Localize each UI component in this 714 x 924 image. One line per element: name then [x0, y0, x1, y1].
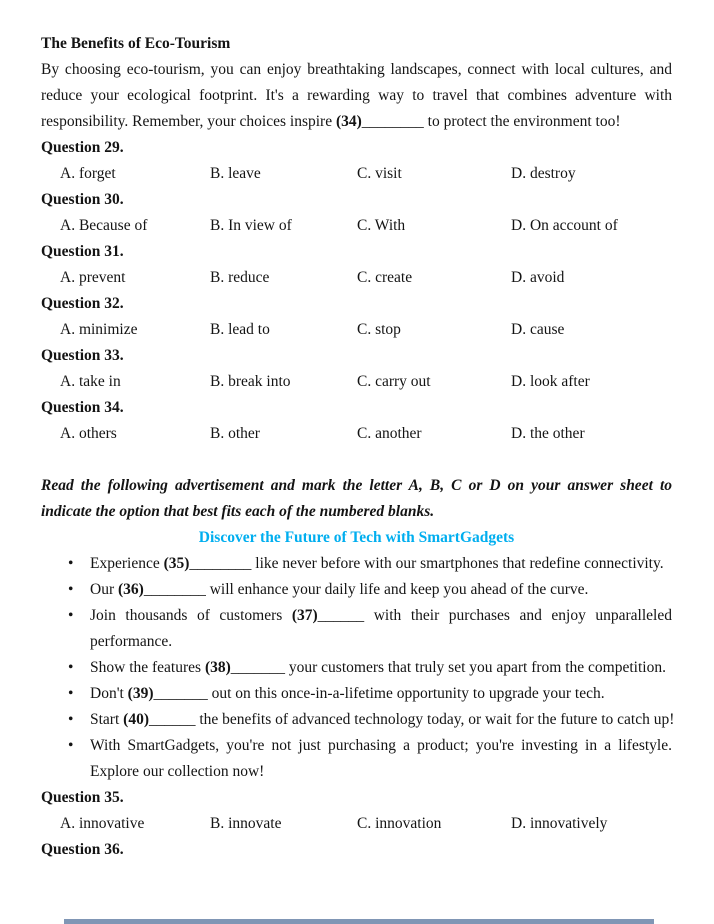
options-row-32 [41, 317, 672, 343]
bullet-text [90, 655, 672, 681]
bullet-text [90, 681, 672, 707]
option-c: C. create [357, 269, 413, 286]
passage-text-pre: By choosing eco-tourism, you can enjoy breathtaking landscapes, connect with local cultures, and reduce your ecological footprint. It's a rewarding way to travel that combines adventure with responsibility. Remember, your choices inspire [41, 61, 672, 130]
question-heading-29: Question 29. [41, 139, 124, 156]
bullet-text [90, 707, 674, 733]
bullet-text-post: ______ with their purchases and enjoy unparalleled performance. [90, 607, 672, 650]
bullet-text-post: ________ will enhance your daily life and keep you ahead of the curve. [143, 581, 589, 598]
option-a: A. Because of [60, 217, 148, 234]
option-c: C. visit [357, 165, 402, 182]
bullet-icon: • [68, 711, 74, 728]
option-b: B. innovate [210, 815, 282, 832]
blank-38-label: (38) [204, 659, 231, 676]
options-row-29 [41, 161, 672, 187]
options-row-33 [41, 369, 672, 395]
ad-bullet-38 [41, 655, 672, 681]
option-d: D. avoid [511, 269, 565, 286]
question-heading-34: Question 34. [41, 399, 124, 416]
options-row-35 [41, 811, 672, 837]
question-heading-30: Question 30. [41, 191, 124, 208]
blank-line [41, 447, 672, 473]
option-c: C. stop [357, 321, 401, 338]
option-a: A. prevent [60, 269, 126, 286]
options-row-34 [41, 421, 672, 447]
section-instruction: Read the following advertisement and mark the letter A, B, C or D on your answer sheet to indicate the option that best fits each of the numbered blanks. [41, 477, 672, 520]
option-d: D. the other [511, 425, 585, 442]
bullet-text-post: _______ your customers that truly set you apart from the competition. [230, 659, 666, 676]
passage-paragraph [41, 57, 672, 135]
bullet-icon: • [68, 555, 74, 572]
option-b: B. In view of [210, 217, 292, 234]
bullet-icon: • [68, 607, 74, 624]
ad-bullet-39 [41, 681, 672, 707]
blank-39-label: (39) [127, 685, 154, 702]
blank-40-label: (40) [123, 711, 149, 728]
option-b: B. leave [210, 165, 261, 182]
blank-35-label: (35) [163, 555, 190, 572]
ad-bullet-closing [41, 733, 672, 785]
option-c: C. innovation [357, 815, 442, 832]
option-c: C. With [357, 217, 406, 234]
ad-bullet-40 [41, 707, 675, 733]
bullet-text-post: ______ the benefits of advanced technology today, or wait for the future to catch up! [148, 711, 675, 728]
bullet-text [90, 733, 672, 785]
ad-bullet-37 [41, 603, 672, 655]
ad-bullet-36 [41, 577, 672, 603]
bullet-text-pre: Experience [90, 555, 164, 572]
option-c: C. another [357, 425, 422, 442]
option-a: A. others [60, 425, 117, 442]
bullet-text-post: _______ out on this once-in-a-lifetime opportunity to upgrade your tech. [153, 685, 605, 702]
bullet-icon: • [68, 737, 74, 754]
options-row-30 [41, 213, 672, 239]
bullet-text-pre: Our [90, 581, 118, 598]
option-d: D. destroy [511, 165, 576, 182]
bullet-text [90, 577, 672, 603]
bullet-text-post: ________ like never before with our smartphones that redefine connectivity. [189, 555, 664, 572]
passage-text-post: ________ to protect the environment too! [361, 113, 621, 130]
ad-heading: Discover the Future of Tech with SmartGadgets [198, 529, 515, 546]
bullet-icon: • [68, 659, 74, 676]
option-b: B. break into [210, 373, 291, 390]
blank-37-label: (37) [291, 607, 318, 624]
bullet-text [90, 603, 672, 655]
bullet-text [90, 551, 672, 577]
question-heading-31: Question 31. [41, 243, 124, 260]
question-heading-33: Question 33. [41, 347, 124, 364]
bullet-text-pre: Join thousands of customers [90, 607, 292, 624]
blank-34-label: (34) [335, 113, 362, 130]
option-d: D. cause [511, 321, 565, 338]
blank-36-label: (36) [117, 581, 144, 598]
question-heading-32: Question 32. [41, 295, 124, 312]
option-b: B. other [210, 425, 260, 442]
bullet-text-pre: With SmartGadgets, you're not just purchasing a product; you're investing in a lifestyle. Explore our collection now! [90, 737, 672, 780]
option-a: A. minimize [60, 321, 138, 338]
option-a: A. forget [60, 165, 116, 182]
bullet-icon: • [68, 685, 74, 702]
option-b: B. lead to [210, 321, 270, 338]
passage-title: The Benefits of Eco-Tourism [41, 35, 231, 52]
option-d: D. look after [511, 373, 590, 390]
question-heading-35: Question 35. [41, 789, 124, 806]
bullet-text-pre: Show the features [90, 659, 205, 676]
next-page-edge [64, 919, 654, 924]
option-a: A. innovative [60, 815, 145, 832]
option-a: A. take in [60, 373, 121, 390]
options-row-31 [41, 265, 672, 291]
bullet-icon: • [68, 581, 74, 598]
ad-bullet-35 [41, 551, 672, 577]
option-d: D. On account of [511, 217, 618, 234]
bullet-text-pre: Start [90, 711, 124, 728]
option-d: D. innovatively [511, 815, 608, 832]
question-heading-36: Question 36. [41, 841, 124, 858]
option-c: C. carry out [357, 373, 431, 390]
bullet-text-pre: Don't [90, 685, 128, 702]
option-b: B. reduce [210, 269, 270, 286]
